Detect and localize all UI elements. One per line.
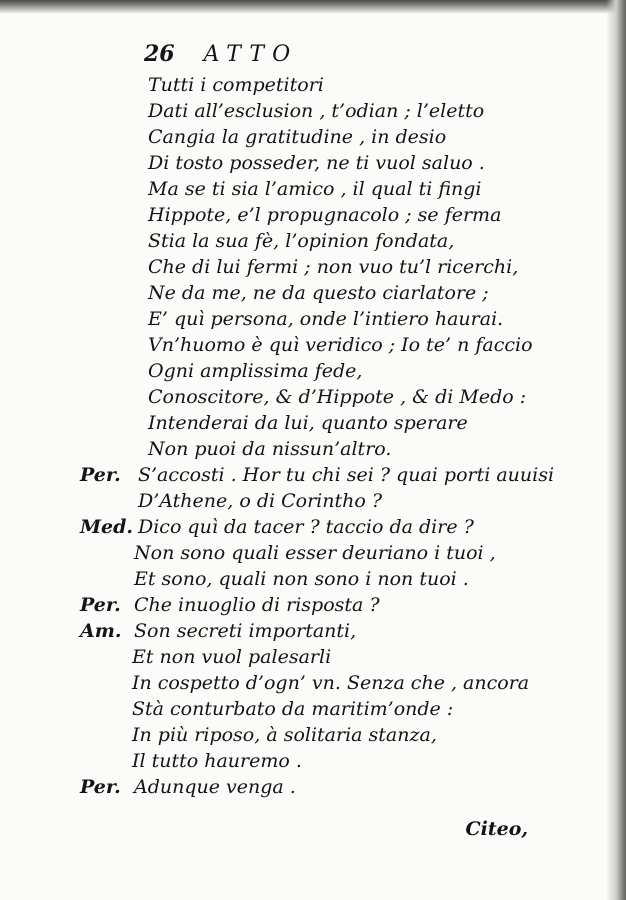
verse-line (80, 228, 600, 254)
running-title: ATTO (203, 42, 299, 67)
verse-line (80, 254, 600, 280)
line-text: Non sono quali esser deuriano i tuoi , (134, 542, 496, 564)
verse-line (80, 592, 600, 618)
line-text: Cangia la gratitudine , in desio (148, 126, 447, 148)
line-text: Adunque venga . (134, 776, 296, 798)
verse-line (80, 124, 600, 150)
verse-line (80, 332, 600, 358)
line-text: In più riposo, à solitaria stanza, (132, 724, 437, 746)
verse-line (80, 774, 600, 800)
line-text: In cospetto d’ogn’ vn. Senza che , ancora (132, 672, 530, 694)
verse-line (80, 150, 600, 176)
catchword: Citeo, (465, 818, 528, 840)
verse-line (80, 748, 600, 774)
line-text: Tutti i competitori (148, 74, 324, 96)
page-right-edge-shadow (606, 0, 626, 900)
line-text: Conoscitore, & d’Hippote , & di Medo : (148, 386, 527, 408)
line-text: S’accosti . Hor tu chi sei ? quai porti auuisi (138, 464, 555, 486)
line-text: Ma se ti sia l’amico , il qual ti fingi (148, 178, 482, 200)
verse-line (80, 488, 600, 514)
speaker-label: Am. (80, 620, 122, 642)
verse-line (80, 696, 600, 722)
line-text: Intenderai da lui, quanto sperare (148, 412, 468, 434)
line-text: Di tosto posseder, ne ti vuol saluo . (148, 152, 485, 174)
verse-line (80, 72, 600, 98)
page-number: 26 (144, 41, 175, 67)
verse-line (80, 176, 600, 202)
line-text: Et non vuol palesarli (132, 646, 332, 668)
speaker-label: Per. (80, 776, 121, 798)
line-text: Hippote, e’l propugnacolo ; se ferma (148, 204, 502, 226)
verse-line (80, 644, 600, 670)
verse-line (80, 462, 600, 488)
verse-line (80, 358, 600, 384)
line-text: Son secreti importanti, (134, 620, 357, 642)
verse-line (80, 436, 600, 462)
line-text: Che inuoglio di risposta ? (134, 594, 380, 616)
line-text: E’ quì persona, onde l’intiero haurai. (148, 308, 504, 330)
verse-line (80, 98, 600, 124)
speaker-label: Per. (80, 464, 121, 486)
verse-line (80, 722, 600, 748)
line-text: Non puoi da nissun’altro. (148, 438, 392, 460)
verse-line (80, 410, 600, 436)
line-text: Stia la sua fè, l’opinion fondata, (148, 230, 455, 252)
line-text: Dico quì da tacer ? taccio da dire ? (138, 516, 474, 538)
verse-line (80, 306, 600, 332)
page-top-shadow (0, 0, 626, 14)
verse-line (80, 514, 600, 540)
verse-line (80, 384, 600, 410)
verse-block (80, 72, 600, 800)
verse-line (80, 540, 600, 566)
line-text: Dati all’esclusion , t’odian ; l’eletto (148, 100, 485, 122)
verse-line (80, 670, 600, 696)
verse-line (80, 202, 600, 228)
line-text: Che di lui fermi ; non vuo tu’l ricerchi, (148, 256, 519, 278)
verse-line (80, 280, 600, 306)
line-text: D’Athene, o di Corintho ? (138, 490, 383, 512)
verse-line (80, 618, 600, 644)
speaker-label: Per. (80, 594, 121, 616)
verse-line (80, 566, 600, 592)
line-text: Stà conturbato da maritim’onde : (132, 698, 454, 720)
speaker-label: Med. (80, 516, 134, 538)
line-text: Et sono, quali non sono i non tuoi . (134, 568, 469, 590)
line-text: Vn’huomo è quì veridico ; Io te’ n faccio (148, 334, 533, 356)
page-header (144, 40, 298, 69)
line-text: Ogni amplissima fede, (148, 360, 363, 382)
line-text: Ne da me, ne da questo ciarlatore ; (148, 282, 489, 304)
line-text: Il tutto hauremo . (132, 750, 302, 772)
